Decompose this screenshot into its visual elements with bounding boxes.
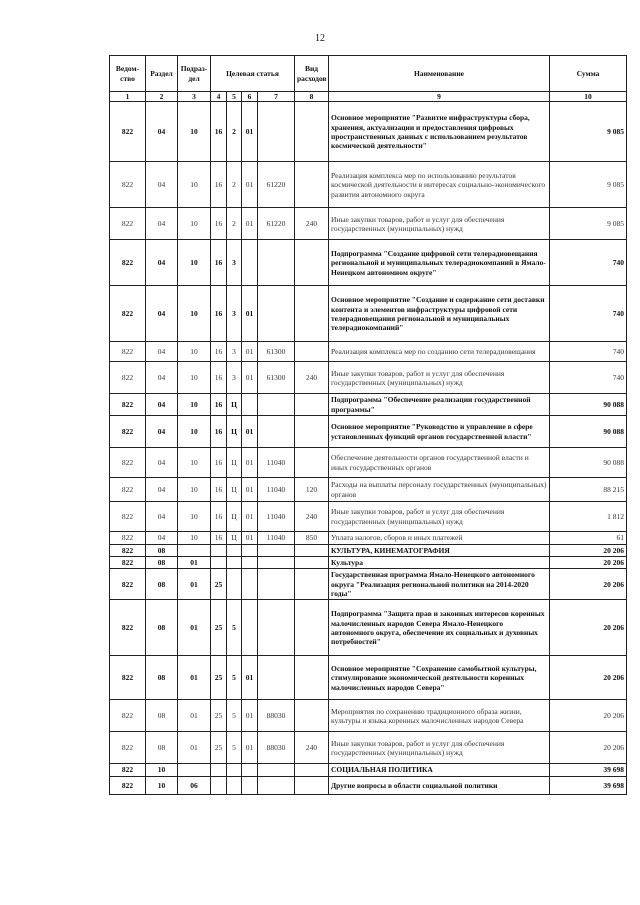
cell-ved: 822 (110, 286, 146, 342)
cell-ved: 822 (110, 532, 146, 544)
table-row (110, 502, 627, 532)
cell-ved: 822 (110, 102, 146, 162)
cell-razdel: 04 (146, 240, 178, 286)
header-celevaya: Целевая статья (211, 56, 295, 92)
cell-vid (295, 162, 329, 208)
cell-target-4: 61300 (258, 362, 295, 394)
cell-ved: 822 (110, 342, 146, 362)
cell-sum: 20 206 (550, 544, 627, 556)
table-row (110, 700, 627, 732)
cell-target-3: 01 (242, 102, 258, 162)
cell-razdel: 08 (146, 656, 178, 700)
cell-target-2: Ц (227, 448, 242, 478)
cell-target-4 (258, 776, 295, 794)
cell-target-1: 16 (211, 362, 227, 394)
table-row (110, 162, 627, 208)
cell-razdel: 10 (146, 776, 178, 794)
cell-target-4: 61220 (258, 208, 295, 240)
cell-sum: 740 (550, 342, 627, 362)
table-row (110, 208, 627, 240)
cell-target-3: 01 (242, 656, 258, 700)
cell-target-2: 3 (227, 240, 242, 286)
cell-name: Культура (329, 556, 550, 568)
table-row (110, 362, 627, 394)
cell-podrazdel: 10 (178, 208, 211, 240)
cell-target-2 (227, 776, 242, 794)
column-number-row (110, 92, 627, 102)
cell-name: Основное мероприятие "Руководство и управление в сфере установленных функций органов государственной власти" (329, 416, 550, 448)
cell-podrazdel: 10 (178, 448, 211, 478)
cell-ved: 822 (110, 569, 146, 600)
cell-target-2: 5 (227, 732, 242, 764)
cell-razdel: 04 (146, 102, 178, 162)
cell-target-1: 16 (211, 532, 227, 544)
col-number: 10 (550, 92, 627, 102)
cell-target-3: 01 (242, 732, 258, 764)
cell-target-2 (227, 544, 242, 556)
table-row (110, 600, 627, 656)
cell-target-1: 16 (211, 240, 227, 286)
cell-target-4 (258, 102, 295, 162)
cell-sum: 90 088 (550, 394, 627, 416)
cell-name: Другие вопросы в области социальной политики (329, 776, 550, 794)
cell-target-1: 16 (211, 162, 227, 208)
cell-razdel: 08 (146, 569, 178, 600)
cell-target-2: 5 (227, 600, 242, 656)
cell-sum: 9 085 (550, 102, 627, 162)
cell-vid: 240 (295, 732, 329, 764)
cell-target-1: 16 (211, 286, 227, 342)
cell-podrazdel: 10 (178, 102, 211, 162)
cell-target-4: 61220 (258, 162, 295, 208)
cell-sum: 88 215 (550, 478, 627, 502)
table-row (110, 656, 627, 700)
table-row (110, 532, 627, 544)
cell-target-2: Ц (227, 478, 242, 502)
cell-podrazdel: 10 (178, 362, 211, 394)
cell-vid (295, 556, 329, 568)
cell-razdel: 04 (146, 416, 178, 448)
cell-target-4 (258, 556, 295, 568)
cell-vid (295, 776, 329, 794)
cell-sum: 9 085 (550, 208, 627, 240)
header-razdel: Раздел (146, 56, 178, 92)
cell-sum: 740 (550, 362, 627, 394)
cell-target-3: 01 (242, 362, 258, 394)
cell-sum: 90 088 (550, 448, 627, 478)
cell-razdel: 04 (146, 394, 178, 416)
cell-name: Подпрограмма "Обеспечение реализации государственной программы" (329, 394, 550, 416)
col-number: 9 (329, 92, 550, 102)
cell-target-4 (258, 569, 295, 600)
cell-sum: 90 088 (550, 416, 627, 448)
cell-name: Подпрограмма "Защита прав и законных интересов коренных малочисленных народов Севера Ямало-Ненецкого автономного округа, обеспечение их социальных и духовных потребностей" (329, 600, 550, 656)
budget-table (109, 55, 627, 795)
cell-ved: 822 (110, 394, 146, 416)
cell-sum: 20 206 (550, 700, 627, 732)
cell-vid (295, 448, 329, 478)
header-name: Наименование (329, 56, 550, 92)
cell-target-4 (258, 240, 295, 286)
cell-ved: 822 (110, 556, 146, 568)
cell-target-1: 16 (211, 502, 227, 532)
cell-target-4: 88030 (258, 700, 295, 732)
cell-target-4 (258, 656, 295, 700)
cell-ved: 822 (110, 502, 146, 532)
cell-name: Иные закупки товаров, работ и услуг для обеспечения государственных (муниципальных) нужд (329, 362, 550, 394)
cell-target-3 (242, 240, 258, 286)
cell-name: Иные закупки товаров, работ и услуг для обеспечения государственных (муниципальных) нужд (329, 208, 550, 240)
cell-target-1: 25 (211, 600, 227, 656)
cell-sum: 39 698 (550, 764, 627, 776)
cell-target-3: 01 (242, 532, 258, 544)
cell-target-3: 01 (242, 342, 258, 362)
cell-target-1 (211, 764, 227, 776)
cell-target-4 (258, 600, 295, 656)
cell-vid (295, 286, 329, 342)
cell-razdel: 04 (146, 342, 178, 362)
cell-target-1: 16 (211, 102, 227, 162)
cell-ved: 822 (110, 776, 146, 794)
table-row (110, 286, 627, 342)
cell-target-3: 01 (242, 208, 258, 240)
cell-ved: 822 (110, 764, 146, 776)
cell-name: Государственная программа Ямало-Ненецкого автономного округа "Реализация региональной политики на 2014-2020 годы" (329, 569, 550, 600)
cell-target-2 (227, 569, 242, 600)
cell-ved: 822 (110, 478, 146, 502)
cell-name: Уплата налогов, сборов и иных платежей (329, 532, 550, 544)
cell-target-2 (227, 764, 242, 776)
cell-vid (295, 102, 329, 162)
cell-podrazdel: 01 (178, 656, 211, 700)
cell-target-4: 61300 (258, 342, 295, 362)
col-number: 2 (146, 92, 178, 102)
cell-target-4: 11040 (258, 448, 295, 478)
cell-name: Подпрограмма "Создание цифровой сети телерадиовещания региональной и муниципальных телерадиокомпаний в Ямало-Ненецком автономном округе" (329, 240, 550, 286)
table-row (110, 776, 627, 794)
cell-razdel: 04 (146, 208, 178, 240)
page-number: 12 (315, 33, 325, 44)
cell-podrazdel: 10 (178, 162, 211, 208)
cell-vid (295, 764, 329, 776)
table-row (110, 416, 627, 448)
cell-ved: 822 (110, 362, 146, 394)
cell-podrazdel: 01 (178, 732, 211, 764)
cell-name: Обеспечение деятельности органов государственной власти и иных государственных органов (329, 448, 550, 478)
cell-razdel: 04 (146, 286, 178, 342)
cell-ved: 822 (110, 700, 146, 732)
col-number: 8 (295, 92, 329, 102)
cell-razdel: 04 (146, 478, 178, 502)
cell-target-2: 2 (227, 162, 242, 208)
cell-vid (295, 544, 329, 556)
cell-target-3 (242, 764, 258, 776)
cell-target-2: 5 (227, 656, 242, 700)
cell-target-4: 88030 (258, 732, 295, 764)
cell-sum: 9 085 (550, 162, 627, 208)
cell-target-3 (242, 544, 258, 556)
cell-podrazdel: 10 (178, 240, 211, 286)
cell-target-1: 16 (211, 394, 227, 416)
cell-podrazdel (178, 764, 211, 776)
header-sum: Сумма (550, 56, 627, 92)
table-row (110, 342, 627, 362)
cell-target-1: 25 (211, 656, 227, 700)
table-row (110, 448, 627, 478)
cell-target-2: Ц (227, 532, 242, 544)
cell-target-1: 16 (211, 208, 227, 240)
cell-target-1: 25 (211, 569, 227, 600)
cell-ved: 822 (110, 600, 146, 656)
cell-vid: 850 (295, 532, 329, 544)
header-ved: Ведом-ство (110, 56, 146, 92)
col-number: 1 (110, 92, 146, 102)
cell-razdel: 08 (146, 556, 178, 568)
cell-sum: 1 812 (550, 502, 627, 532)
cell-ved: 822 (110, 544, 146, 556)
cell-sum: 20 206 (550, 600, 627, 656)
cell-podrazdel (178, 544, 211, 556)
cell-podrazdel: 01 (178, 556, 211, 568)
cell-vid (295, 569, 329, 600)
cell-sum: 39 698 (550, 776, 627, 794)
cell-vid (295, 656, 329, 700)
cell-target-1 (211, 776, 227, 794)
cell-target-1: 25 (211, 700, 227, 732)
cell-target-4 (258, 764, 295, 776)
cell-name: КУЛЬТУРА, КИНЕМАТОГРАФИЯ (329, 544, 550, 556)
cell-podrazdel: 10 (178, 502, 211, 532)
cell-podrazdel: 10 (178, 286, 211, 342)
cell-target-3: 01 (242, 700, 258, 732)
cell-ved: 822 (110, 162, 146, 208)
cell-target-1 (211, 544, 227, 556)
cell-target-1: 16 (211, 448, 227, 478)
cell-target-3 (242, 556, 258, 568)
cell-name: СОЦИАЛЬНАЯ ПОЛИТИКА (329, 764, 550, 776)
cell-target-3: 01 (242, 478, 258, 502)
cell-target-1: 16 (211, 478, 227, 502)
cell-podrazdel: 10 (178, 342, 211, 362)
cell-razdel: 10 (146, 764, 178, 776)
cell-target-3: 01 (242, 416, 258, 448)
table-body (110, 102, 627, 794)
cell-vid (295, 394, 329, 416)
cell-target-3: 01 (242, 448, 258, 478)
cell-target-4 (258, 544, 295, 556)
cell-target-2: 3 (227, 286, 242, 342)
cell-vid: 120 (295, 478, 329, 502)
table-row (110, 569, 627, 600)
cell-ved: 822 (110, 656, 146, 700)
cell-target-2: 2 (227, 208, 242, 240)
cell-razdel: 04 (146, 362, 178, 394)
table-row (110, 478, 627, 502)
cell-target-2: 3 (227, 362, 242, 394)
cell-podrazdel: 01 (178, 569, 211, 600)
cell-ved: 822 (110, 448, 146, 478)
cell-sum: 20 206 (550, 556, 627, 568)
cell-sum: 20 206 (550, 569, 627, 600)
cell-target-3: 01 (242, 502, 258, 532)
header-row (110, 56, 627, 92)
cell-sum: 20 206 (550, 732, 627, 764)
cell-podrazdel: 06 (178, 776, 211, 794)
cell-razdel: 04 (146, 448, 178, 478)
cell-target-4: 11040 (258, 478, 295, 502)
cell-target-4: 11040 (258, 532, 295, 544)
cell-ved: 822 (110, 240, 146, 286)
table-row (110, 240, 627, 286)
cell-target-3 (242, 776, 258, 794)
header-podrazdel: Подраз-дел (178, 56, 211, 92)
cell-target-4 (258, 416, 295, 448)
cell-name: Иные закупки товаров, работ и услуг для обеспечения государственных (муниципальных) нужд (329, 732, 550, 764)
cell-vid (295, 240, 329, 286)
cell-ved: 822 (110, 208, 146, 240)
cell-target-3 (242, 394, 258, 416)
cell-razdel: 08 (146, 544, 178, 556)
cell-target-2: Ц (227, 394, 242, 416)
cell-target-4 (258, 286, 295, 342)
col-number: 4 (211, 92, 227, 102)
cell-name: Расходы на выплаты персоналу государственных (муниципальных) органов (329, 478, 550, 502)
cell-razdel: 08 (146, 600, 178, 656)
cell-podrazdel: 10 (178, 394, 211, 416)
cell-sum: 20 206 (550, 656, 627, 700)
cell-target-3 (242, 569, 258, 600)
cell-target-2: 3 (227, 342, 242, 362)
cell-target-2 (227, 556, 242, 568)
cell-vid: 240 (295, 362, 329, 394)
header-vid: Вид расходов (295, 56, 329, 92)
cell-razdel: 04 (146, 502, 178, 532)
cell-vid (295, 700, 329, 732)
table-row (110, 102, 627, 162)
cell-target-4: 11040 (258, 502, 295, 532)
cell-ved: 822 (110, 416, 146, 448)
cell-target-4 (258, 394, 295, 416)
col-number: 5 (227, 92, 242, 102)
table-row (110, 544, 627, 556)
table-row (110, 732, 627, 764)
cell-sum: 61 (550, 532, 627, 544)
table-row (110, 394, 627, 416)
cell-podrazdel: 10 (178, 416, 211, 448)
cell-target-2: 2 (227, 102, 242, 162)
cell-razdel: 04 (146, 532, 178, 544)
cell-ved: 822 (110, 732, 146, 764)
cell-vid: 240 (295, 502, 329, 532)
cell-name: Реализация комплекса мер по использованию результатов космической деятельности в интересах социально-экономического развития автономного округа (329, 162, 550, 208)
cell-razdel: 04 (146, 162, 178, 208)
cell-vid (295, 416, 329, 448)
table-row (110, 764, 627, 776)
cell-target-2: Ц (227, 502, 242, 532)
cell-name: Иные закупки товаров, работ и услуг для обеспечения государственных (муниципальных) нужд (329, 502, 550, 532)
cell-name: Основное мероприятие "Развитие инфраструктуры сбора, хранения, актуализации и предоставления цифровых пространственных данных с использованием результатов космической деятельности" (329, 102, 550, 162)
cell-vid (295, 342, 329, 362)
cell-target-2: Ц (227, 416, 242, 448)
cell-sum: 740 (550, 240, 627, 286)
cell-target-1: 16 (211, 416, 227, 448)
cell-target-3: 01 (242, 286, 258, 342)
table-row (110, 556, 627, 568)
col-number: 3 (178, 92, 211, 102)
cell-target-2: 5 (227, 700, 242, 732)
cell-name: Реализация комплекса мер по созданию сети телерадиовещания (329, 342, 550, 362)
cell-sum: 740 (550, 286, 627, 342)
cell-target-1 (211, 556, 227, 568)
cell-vid: 240 (295, 208, 329, 240)
cell-name: Мероприятия по сохранению традиционного образа жизни, культуры и языка коренных малочисленных народов Севера (329, 700, 550, 732)
cell-name: Основное мероприятие "Создание и содержание сети доставки контента и элементов инфраструктуры цифровой сети телерадиовещания региональной и муниципальных телерадиокомпаний" (329, 286, 550, 342)
cell-name: Основное мероприятие "Сохранение самобытной культуры, стимулирование экономической деятельности коренных малочисленных народов Севера" (329, 656, 550, 700)
cell-target-1: 25 (211, 732, 227, 764)
cell-razdel: 08 (146, 700, 178, 732)
cell-podrazdel: 01 (178, 600, 211, 656)
cell-target-3 (242, 600, 258, 656)
col-number: 6 (242, 92, 258, 102)
cell-razdel: 08 (146, 732, 178, 764)
col-number: 7 (258, 92, 295, 102)
cell-target-1: 16 (211, 342, 227, 362)
cell-podrazdel: 01 (178, 700, 211, 732)
cell-vid (295, 600, 329, 656)
cell-podrazdel: 10 (178, 532, 211, 544)
cell-podrazdel: 10 (178, 478, 211, 502)
cell-target-3: 01 (242, 162, 258, 208)
